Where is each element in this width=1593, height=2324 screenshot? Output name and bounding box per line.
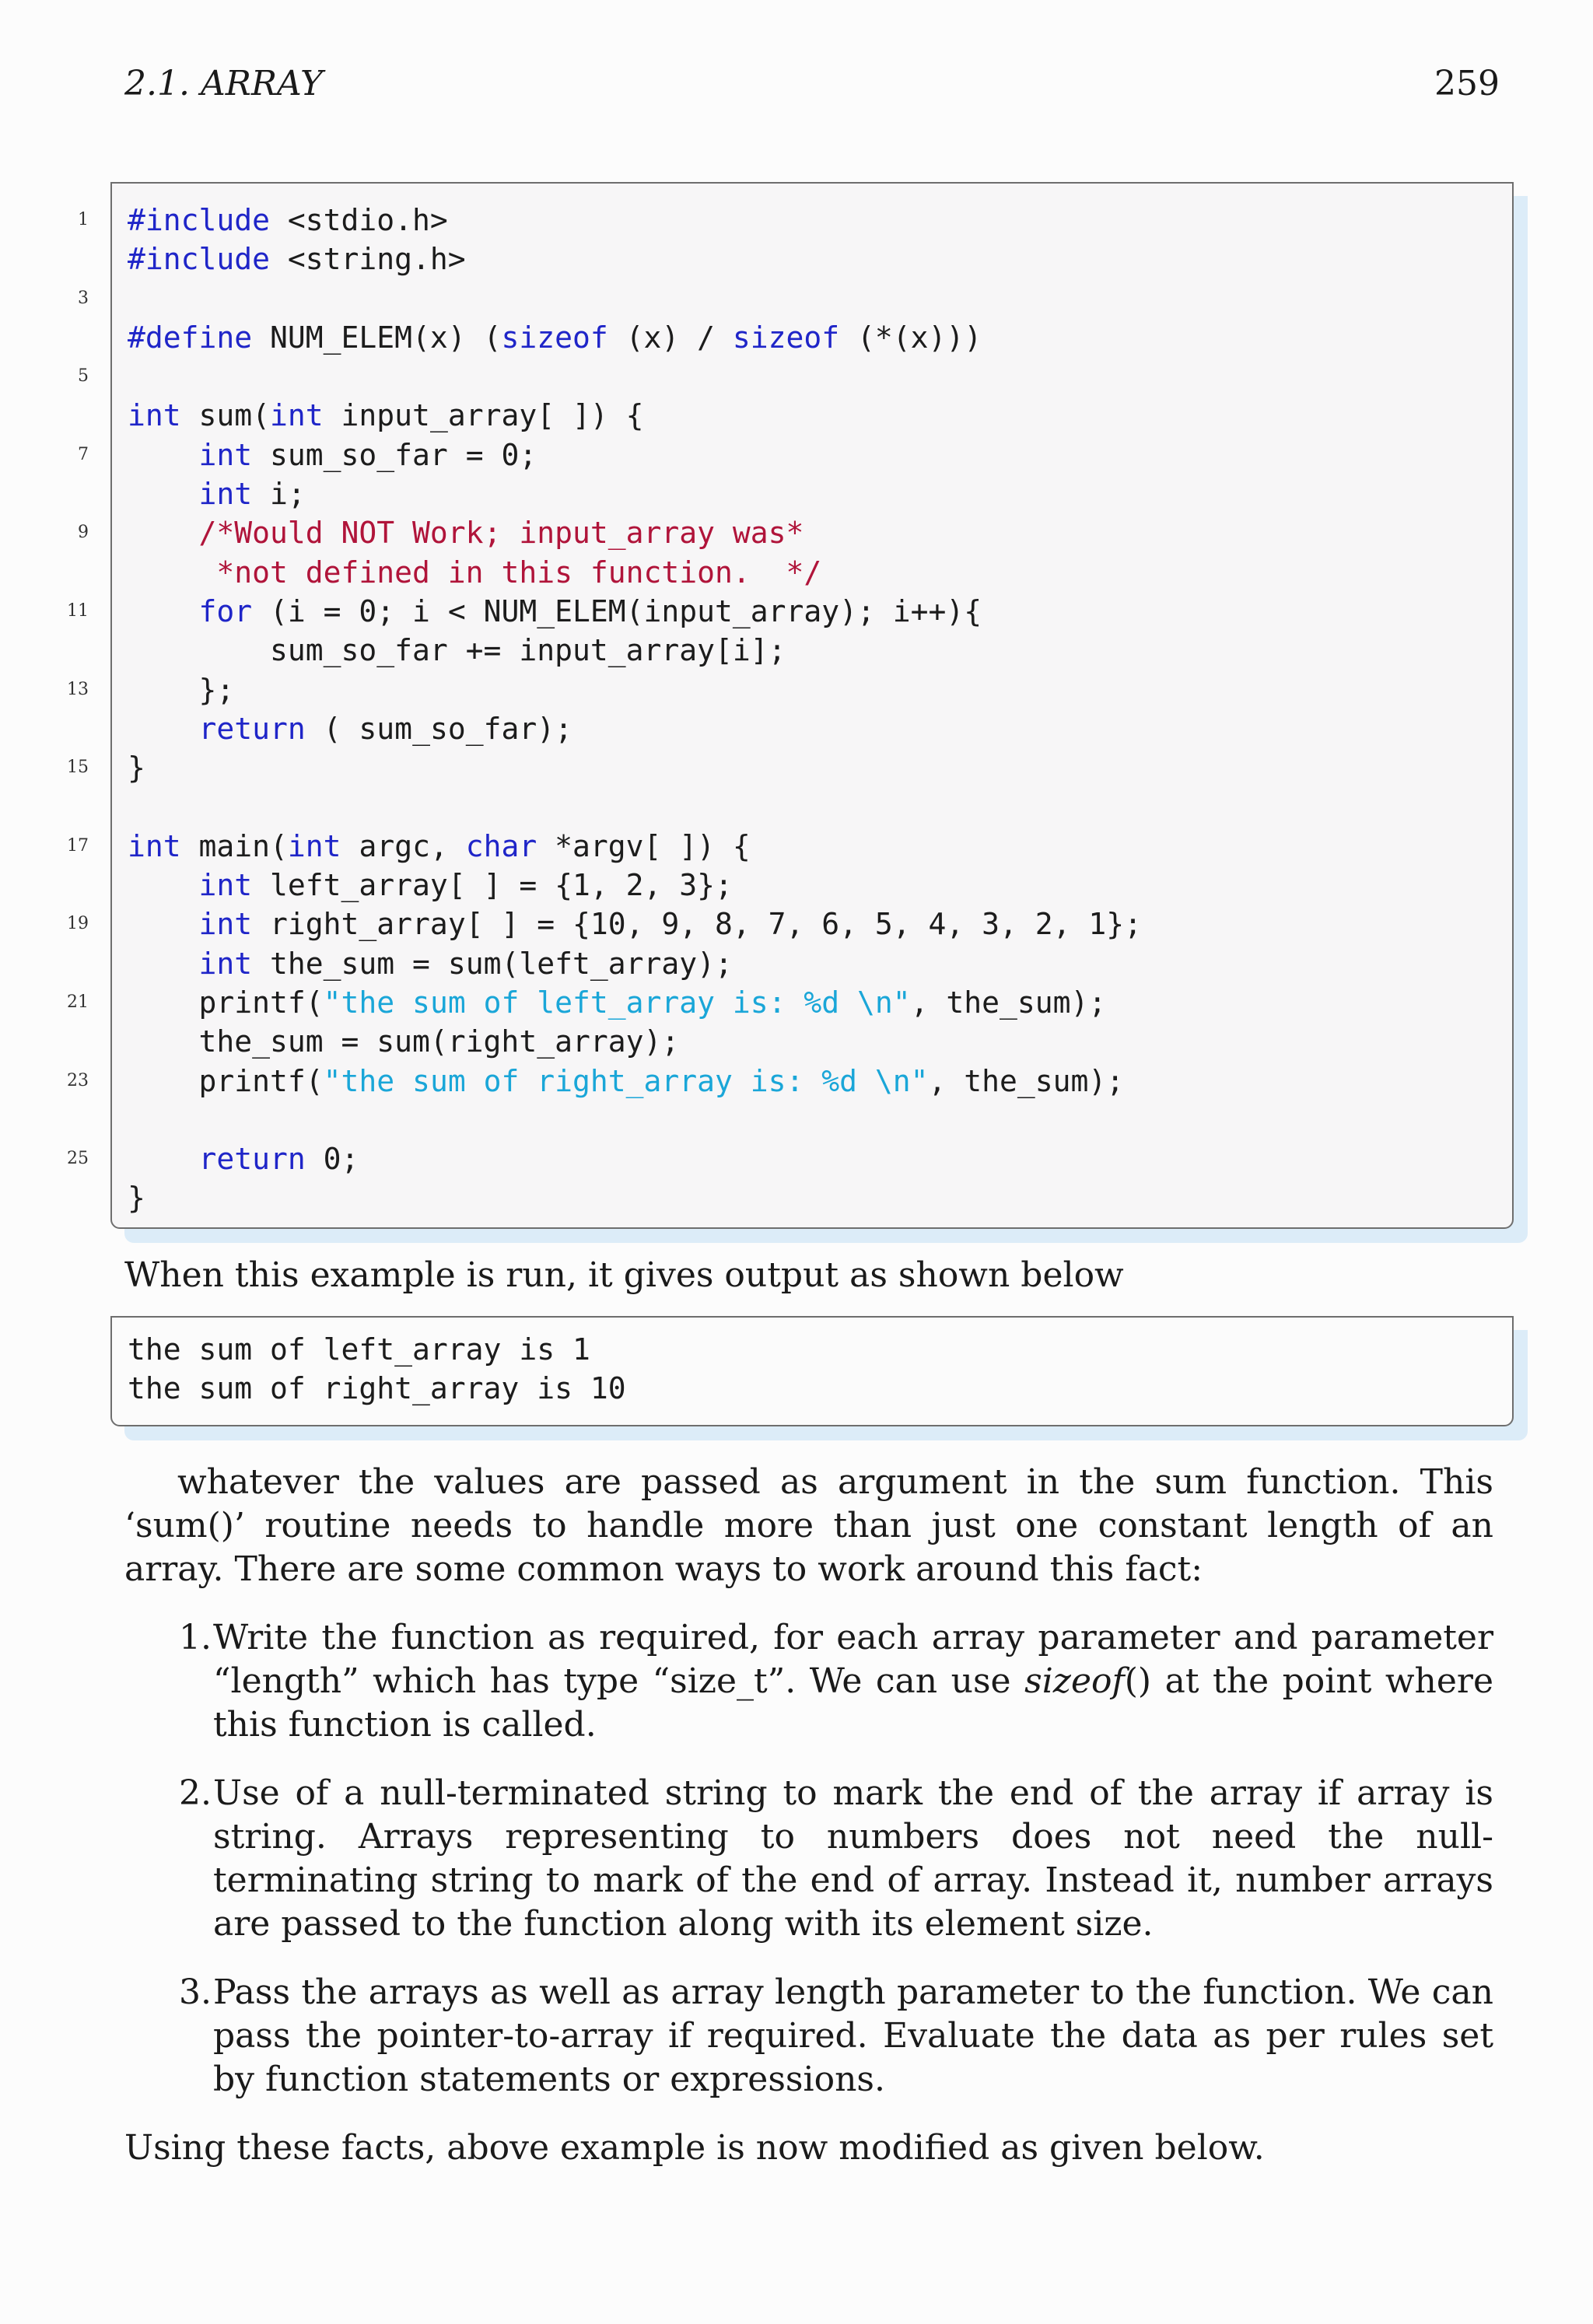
code-text: printf(: [128, 985, 324, 1020]
code-keyword: int: [128, 398, 181, 433]
code-text: argc,: [341, 828, 466, 863]
code-text: NUM_ELEM(x) (: [252, 320, 502, 355]
line-number: 13: [67, 679, 89, 699]
code-text: (i = 0; i < NUM_ELEM(input_array); i++){: [252, 593, 982, 628]
code-line: [128, 1178, 1142, 1217]
line-number: 21: [67, 992, 89, 1012]
code-text: input_array[ ]) {: [323, 398, 644, 433]
code-line: [67, 827, 1142, 866]
code-text: 0;: [305, 1142, 359, 1177]
line-number: 7: [78, 444, 89, 464]
code-text: [128, 594, 199, 628]
code-text: [128, 555, 216, 590]
code-keyword: sizeof: [501, 320, 608, 355]
code-line: [67, 905, 1143, 943]
code-text: ( sum_so_far);: [305, 711, 572, 746]
code-text: , the_sum);: [910, 985, 1107, 1020]
code-line: [128, 318, 1142, 357]
code-keyword: #include: [128, 242, 271, 277]
output-listing: [110, 1316, 1514, 1426]
code-text: right_array[ ] = {10, 9, 8, 7, 6, 5, 4, 3, 2, 1};: [252, 907, 1143, 942]
code-keyword: for: [198, 593, 253, 628]
code-text: [128, 907, 199, 941]
section-title: 2.1. ARRAY: [124, 64, 324, 103]
code-text: sum_so_far = 0;: [252, 437, 537, 472]
code-text: [128, 1142, 199, 1176]
code-string: "the sum of left_array is: %d \n": [323, 985, 911, 1020]
output-line: the sum of right_array is 10: [128, 1371, 626, 1405]
line-number: 9: [78, 523, 89, 543]
code-comment: /*Would NOT Work; input_array was*: [198, 516, 804, 551]
code-text: }: [128, 1181, 145, 1216]
code-line: [78, 201, 1142, 240]
code-line: [128, 631, 1142, 670]
line-number: 23: [67, 1070, 89, 1090]
list-text: Write the function as required, for each array parameter and parameter “length” which has type “size_t”. We can use sizeof() at the point where this function is called.: [213, 1618, 1494, 1745]
code-text: };: [128, 672, 235, 707]
code-keyword: return: [198, 711, 306, 746]
code-keyword: int: [287, 828, 341, 863]
code-listing: [67, 182, 1514, 1229]
list-number: 1.: [179, 1618, 212, 1657]
line-number: 25: [67, 1149, 89, 1169]
code-keyword: #include: [128, 203, 271, 237]
code-line: [67, 748, 1142, 787]
code-keyword: int: [270, 398, 324, 433]
code-line: [128, 709, 1142, 748]
code-keyword: int: [198, 868, 253, 903]
code-line: [128, 787, 1142, 826]
list-text: Use of a null-terminated string to mark the end of the array if array is string. Arrays representing to numbers does not need the null-terminating string to mark of the end of array. Instead it, number arrays are passed to the function along with its element size.: [213, 1773, 1493, 1944]
code-line: [67, 670, 1142, 709]
code-text: sum(: [180, 398, 271, 433]
code-text: [128, 712, 199, 746]
code-line: [128, 474, 1142, 513]
line-number: 17: [67, 835, 89, 856]
code-text: [128, 438, 199, 472]
code-text: printf(: [128, 1063, 324, 1098]
code-line: [128, 1022, 1142, 1061]
closing-text: Using these facts, above example is now modified as given below.: [124, 2128, 1265, 2168]
code-text: main(: [180, 828, 288, 863]
list-number: 3.: [179, 1972, 212, 2012]
body-paragraph: whatever the values are passed as argument in the sum function. This ‘sum()’ routine needs to handle more than just one constant length of an array. There are some common ways to work around this fact:: [124, 1462, 1493, 1589]
code-keyword: int: [198, 477, 253, 512]
code-keyword: int: [198, 437, 253, 472]
code-text: (x) /: [607, 320, 733, 355]
code-text: [128, 947, 199, 981]
code-line: [78, 436, 1142, 474]
code-text: , the_sum);: [928, 1063, 1125, 1098]
list-text: Pass the arrays as well as array length parameter to the function. We can pass the pointer-to-array if required. Evaluate the data as per rules set by function statements or expressions.: [213, 1972, 1493, 2099]
code-lines: [67, 201, 1143, 1218]
intro-text: When this example is run, it gives output as shown below: [124, 1255, 1124, 1295]
code-keyword: #define: [128, 320, 253, 355]
output-line: the sum of left_array is 1: [128, 1332, 590, 1367]
code-line: [128, 944, 1142, 983]
code-line: [128, 396, 1142, 435]
line-number: 5: [78, 366, 89, 387]
code-line: [67, 1062, 1142, 1101]
code-line: [78, 357, 1142, 396]
page-number: 259: [1434, 64, 1500, 103]
code-comment: *not defined in this function. */: [216, 555, 822, 590]
code-line: [128, 553, 1142, 592]
code-text: <stdio.h>: [270, 203, 448, 237]
code-line: [128, 866, 1142, 905]
code-keyword: int: [128, 828, 181, 863]
code-text: the_sum = sum(left_array);: [252, 946, 733, 981]
code-keyword: return: [198, 1142, 306, 1177]
code-text: [128, 477, 199, 511]
code-line: [67, 592, 1142, 631]
code-keyword: sizeof: [732, 320, 840, 355]
code-line: [128, 240, 1142, 278]
code-text: *argv[ ]) {: [537, 828, 751, 863]
code-keyword: int: [198, 907, 253, 942]
list-number: 2.: [179, 1773, 212, 1813]
line-number: 15: [67, 758, 89, 778]
code-string: "the sum of right_array is: %d \n": [323, 1063, 929, 1098]
code-line: [67, 983, 1142, 1022]
line-number: 3: [78, 288, 89, 308]
code-text: [128, 516, 199, 550]
code-text: i;: [252, 477, 306, 512]
code-text: (*(x))): [839, 320, 982, 355]
code-text: the_sum = sum(right_array);: [128, 1024, 680, 1059]
code-text: }: [128, 751, 145, 786]
code-text: left_array[ ] = {1, 2, 3};: [252, 868, 733, 903]
code-line: [78, 279, 1142, 318]
code-keyword: char: [465, 828, 537, 863]
code-line: [128, 1101, 1142, 1139]
code-text: <string.h>: [270, 242, 466, 277]
running-head: [124, 64, 1500, 110]
code-text: [128, 868, 199, 902]
code-keyword: int: [198, 946, 253, 981]
code-line: [67, 1139, 1142, 1178]
code-text: sum_so_far += input_array[i];: [128, 633, 786, 668]
code-line: [78, 513, 1142, 552]
line-number: 1: [78, 210, 89, 229]
line-number: 11: [67, 600, 89, 621]
line-number: 19: [67, 914, 89, 934]
